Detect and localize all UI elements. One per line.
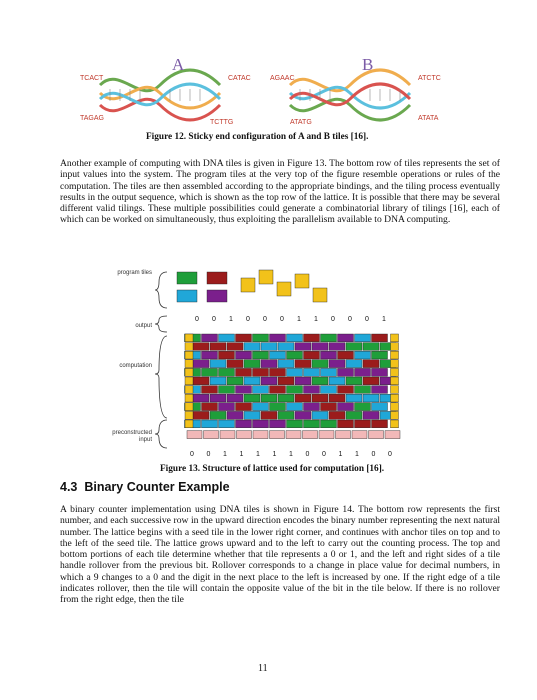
figure-12 — [80, 55, 460, 135]
lattice-tile — [346, 394, 362, 402]
page-number: 11 — [258, 663, 268, 674]
lattice-tile — [372, 334, 388, 342]
lattice-tile — [287, 386, 303, 394]
edge-tile — [185, 394, 193, 402]
lattice-tile — [210, 377, 226, 385]
sequence-label: TCTTG — [210, 119, 234, 126]
lattice-tile — [287, 420, 303, 428]
lattice-tile — [227, 411, 243, 419]
bit-label: 0 — [305, 451, 310, 458]
input-tile — [303, 431, 318, 439]
bit-label: 1 — [382, 316, 386, 323]
lattice-tile — [287, 334, 303, 342]
lattice-tile — [346, 377, 362, 385]
figure-13-caption: Figure 13. Structure of lattice used for computation [16]. — [160, 464, 385, 474]
lattice-grid — [185, 334, 401, 439]
lattice-tile — [312, 343, 328, 351]
lattice-tile — [363, 343, 379, 351]
output-label: output — [135, 323, 152, 329]
lattice-tile — [278, 360, 294, 368]
lattice-tile — [355, 403, 371, 411]
lattice-tile — [304, 403, 320, 411]
lattice-tile — [321, 351, 337, 359]
edge-tile — [391, 386, 399, 394]
lattice-tile — [219, 386, 235, 394]
lattice-tile — [278, 377, 294, 385]
lattice-tile — [219, 334, 235, 342]
lattice-tile — [355, 368, 371, 376]
input-tile — [204, 431, 219, 439]
sequence-label: ATATG — [290, 119, 312, 126]
lattice-tile — [372, 386, 388, 394]
lattice-tile — [253, 386, 269, 394]
bit-label: 0 — [371, 451, 376, 458]
lattice-tile — [236, 351, 252, 359]
lattice-tile — [193, 394, 209, 402]
tile-b-label: B — [362, 55, 374, 74]
edge-tile — [185, 360, 193, 368]
lattice-tile — [312, 360, 328, 368]
lattice-tile — [210, 343, 226, 351]
bit-label: 1 — [272, 451, 277, 458]
lattice-tile — [329, 343, 345, 351]
program-tile — [177, 290, 197, 302]
program-tiles-label: program tiles — [117, 270, 152, 276]
lattice-tile — [329, 360, 345, 368]
sequence-label: TCACT — [80, 75, 104, 82]
lattice-tile — [304, 334, 320, 342]
lattice-tile — [346, 360, 362, 368]
section-heading — [60, 480, 230, 494]
lattice-tile — [219, 420, 235, 428]
lattice-tile — [312, 411, 328, 419]
input-tile — [319, 431, 334, 439]
lattice-tile — [363, 411, 379, 419]
edge-tile — [185, 368, 193, 376]
lattice-tile — [372, 403, 388, 411]
lattice-tile — [278, 411, 294, 419]
edge-tile — [391, 368, 399, 376]
bit-label: 1 — [229, 316, 233, 323]
bit-label: 0 — [388, 451, 392, 458]
lattice-tile — [270, 334, 286, 342]
lattice-tile — [244, 377, 260, 385]
lattice-tile — [321, 368, 337, 376]
lattice-tile — [193, 411, 209, 419]
lattice-tile — [270, 386, 286, 394]
lattice-tile — [304, 351, 320, 359]
lattice-tile — [287, 351, 303, 359]
lattice-tile — [372, 420, 388, 428]
dna-tile-illustration — [80, 55, 460, 135]
lattice-tile — [193, 377, 209, 385]
edge-tile — [185, 343, 193, 351]
bit-label: 1 — [256, 451, 260, 458]
lattice-tile — [202, 368, 218, 376]
input-tile — [286, 431, 301, 439]
lattice-tile — [210, 394, 226, 402]
lattice-tile — [227, 360, 243, 368]
lattice-tile — [278, 394, 294, 402]
lattice-tile — [219, 403, 235, 411]
lattice-tile — [295, 411, 311, 419]
lattice-tile — [329, 411, 345, 419]
bit-label: 0 — [195, 316, 199, 323]
section-number: 4.3 — [60, 480, 78, 494]
lattice-tile — [202, 334, 218, 342]
lattice-tile — [244, 411, 260, 419]
paragraph-dna-tiles: Another example of computing with DNA tiles is given in Figure 13. The bottom row of tiles represents the set of input values into the system. The program tiles at the very top of the figure resemble operations or rules of the computation. The tiles are then assembled according to the appropriate bindings, and the tiling process eventually results in the output sequence, which is shown as the top row of the lattice. It is possible that there may be several different valid tilings. These multiple possibilities could generate a combinatorial library of tilings [16], each of which can be worked on simultaneously, thus exploiting the parallelism available to DNA computing. — [60, 158, 500, 226]
edge-tile — [391, 394, 399, 402]
sequence-label: ATCTC — [418, 75, 441, 82]
edge-tile — [185, 411, 193, 419]
lattice-tile — [236, 420, 252, 428]
program-tile — [207, 290, 227, 302]
bit-label: 0 — [331, 316, 335, 323]
bit-label: 1 — [289, 451, 293, 458]
lattice-tile — [227, 377, 243, 385]
lattice-tile — [338, 403, 354, 411]
input-tile — [270, 431, 285, 439]
input-tile — [385, 431, 400, 439]
lattice-tile — [270, 403, 286, 411]
lattice-tile — [338, 334, 354, 342]
lattice-tile — [329, 394, 345, 402]
program-tile — [277, 282, 291, 296]
lattice-tile — [261, 377, 277, 385]
lattice-tile — [304, 420, 320, 428]
lattice-tile — [227, 343, 243, 351]
sequence-label: CATAC — [228, 75, 251, 82]
lattice-tile — [363, 394, 379, 402]
sequence-label: ATATA — [418, 115, 439, 122]
lattice-tile — [321, 420, 337, 428]
lattice-tile — [321, 334, 337, 342]
lattice-tile — [372, 351, 388, 359]
bit-label: 0 — [348, 316, 352, 323]
lattice-tile — [321, 403, 337, 411]
edge-tile — [185, 334, 193, 342]
edge-tile — [391, 343, 399, 351]
lattice-tile — [287, 368, 303, 376]
lattice-tile — [295, 360, 311, 368]
lattice-tile — [244, 394, 260, 402]
section-title: Binary Counter Example — [84, 480, 230, 494]
lattice-tile — [346, 411, 362, 419]
program-tile — [313, 288, 327, 302]
bit-label: 0 — [280, 316, 284, 323]
lattice-tile — [355, 386, 371, 394]
bit-label: 0 — [263, 316, 267, 323]
figure-13-lattice — [155, 260, 415, 460]
edge-tile — [391, 420, 399, 428]
edge-tile — [185, 403, 193, 411]
edge-tile — [391, 334, 399, 342]
lattice-tile — [202, 351, 218, 359]
bit-label: 1 — [314, 316, 318, 323]
paragraph-binary-counter: A binary counter implementation using DNA tiles is shown in Figure 14. The bottom row represents the first number, and each successive row in the upward direction encodes the binary number representing the next natural number. The lattice begins with a seed tile in the lower right corner, and continues with anchor tiles on top and to the left of the seed tile. The lattice grows upward and to the left to carry out the counting process. The top and bottom portions of each tile determine whether that tile represents a 0 or 1, and the left and right sides of a tile handle rollover from the previous bit. Rollover corresponds to a change in place value for decimal numbers, in which a 9 changes to a 0 and the digit in the next place to the left is increased by one. If the right edge of a tile indicates rollover, then the tile will contain the opposite value of the bit in the tile below. If there is no rollover from the right edge, then the tile — [60, 504, 500, 606]
lattice-tile — [253, 420, 269, 428]
input-tile — [237, 431, 252, 439]
lattice-tile — [295, 394, 311, 402]
bit-label: 0 — [212, 316, 216, 323]
lattice-tile — [193, 343, 209, 351]
lattice-tile — [236, 334, 252, 342]
lattice-tile — [321, 386, 337, 394]
tile-a-label: A — [172, 55, 185, 74]
input-tile — [187, 431, 202, 439]
input-tile — [336, 431, 351, 439]
edge-tile — [391, 351, 399, 359]
lattice-tile — [363, 360, 379, 368]
lattice-tile — [270, 420, 286, 428]
lattice-tile — [210, 411, 226, 419]
lattice-tile — [202, 386, 218, 394]
bit-label: 1 — [355, 451, 359, 458]
lattice-tile — [338, 351, 354, 359]
lattice-tile — [244, 343, 260, 351]
edge-tile — [391, 411, 399, 419]
input-tile — [220, 431, 235, 439]
lattice-tile — [202, 420, 218, 428]
lattice-tile — [236, 368, 252, 376]
lattice-tile — [363, 377, 379, 385]
edge-tile — [185, 420, 193, 428]
lattice-tile — [287, 403, 303, 411]
bit-label: 0 — [206, 451, 211, 458]
bit-label: 1 — [338, 451, 343, 458]
lattice-tile — [253, 368, 269, 376]
lattice-tile — [304, 386, 320, 394]
lattice-tile — [346, 343, 362, 351]
input-label: preconstructed input — [112, 430, 152, 443]
lattice-tile — [261, 394, 277, 402]
lattice-tile — [355, 351, 371, 359]
lattice-tile — [278, 343, 294, 351]
lattice-tile — [312, 394, 328, 402]
input-tile — [369, 431, 384, 439]
edge-tile — [391, 403, 399, 411]
lattice-tile — [253, 334, 269, 342]
lattice-tile — [338, 368, 354, 376]
lattice-tile — [253, 351, 269, 359]
lattice-tile — [236, 403, 252, 411]
lattice-tile — [210, 360, 226, 368]
program-tile — [177, 272, 197, 284]
edge-tile — [185, 377, 193, 385]
edge-tile — [185, 386, 193, 394]
lattice-tile — [219, 351, 235, 359]
lattice-tile — [193, 360, 209, 368]
lattice-tile — [355, 334, 371, 342]
lattice-tile — [270, 351, 286, 359]
bit-label: 1 — [223, 451, 227, 458]
program-tile — [259, 270, 273, 284]
bit-label: 0 — [246, 316, 250, 323]
lattice-tile — [244, 360, 260, 368]
lattice-tile — [202, 403, 218, 411]
lattice-tile — [304, 368, 320, 376]
lattice-tile — [261, 343, 277, 351]
input-bits-row — [190, 451, 400, 463]
lattice-tile — [329, 377, 345, 385]
lattice-tile — [295, 377, 311, 385]
lattice-tile — [355, 420, 371, 428]
program-tile — [241, 278, 255, 292]
bit-label: 1 — [297, 316, 301, 323]
figure-12-caption: Figure 12. Sticky end configuration of A and B tiles [16]. — [146, 132, 369, 142]
edge-tile — [391, 360, 399, 368]
lattice-tile — [338, 420, 354, 428]
program-tiles — [177, 270, 327, 302]
lattice-tile — [295, 343, 311, 351]
lattice-tile — [312, 377, 328, 385]
lattice-tile — [236, 386, 252, 394]
program-tile — [295, 274, 309, 288]
lattice-tile — [372, 368, 388, 376]
lattice-tile — [338, 386, 354, 394]
lattice-tile — [219, 368, 235, 376]
bit-label: 0 — [322, 451, 326, 458]
lattice-tile — [227, 394, 243, 402]
bit-label: 1 — [239, 451, 244, 458]
bit-label: 0 — [190, 451, 194, 458]
lattice-tile — [261, 360, 277, 368]
lattice-tile — [270, 368, 286, 376]
input-tile — [352, 431, 367, 439]
edge-tile — [185, 351, 193, 359]
bit-label: 0 — [365, 316, 369, 323]
output-bits-row — [195, 316, 395, 328]
edge-tile — [391, 377, 399, 385]
program-tile — [207, 272, 227, 284]
sequence-label: TAGAG — [80, 115, 104, 122]
lattice-tile — [261, 411, 277, 419]
input-tile — [253, 431, 268, 439]
sequence-label: AGAAC — [270, 75, 295, 82]
computation-label: computation — [119, 363, 152, 369]
lattice-tile — [253, 403, 269, 411]
